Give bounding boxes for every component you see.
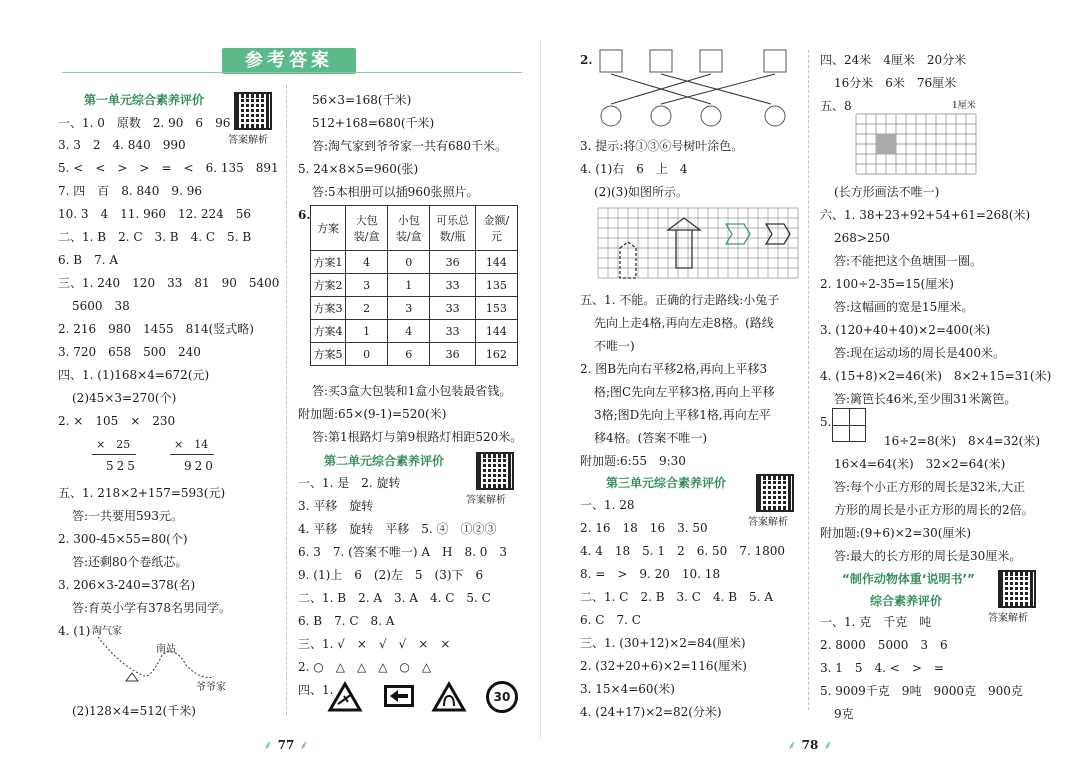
answer-line: 4. (1): [58, 624, 91, 638]
table-cell: 6: [388, 343, 430, 366]
table-cell: 3: [346, 274, 388, 297]
table-cell: 33: [430, 297, 475, 320]
leaf-icon: ⸙: [299, 738, 309, 752]
answer-line: 答:一共要用593元。: [72, 509, 183, 523]
answer-line: 3. 平移 旋转: [298, 499, 374, 513]
answer-line: 附加题:65×(9-1)=520(米): [298, 407, 447, 421]
table-cell: 方案3: [311, 297, 346, 320]
table-cell: 144: [475, 251, 517, 274]
table-cell: 方案1: [311, 251, 346, 274]
table-cell: 144: [475, 320, 517, 343]
shape-outline: [668, 218, 700, 268]
direction-sign-arrow-icon: [383, 684, 415, 708]
table-header: 大包装/盒: [346, 206, 388, 251]
answer-line: 5. < < > > = < 6. 135 891: [58, 161, 279, 175]
answer-line: 4. 4 18 5. 1 2 6. 50 7. 1800: [580, 544, 786, 558]
answer-line: 8. = > 9. 20 10. 18: [580, 567, 721, 581]
answer-line: (长方形画法不唯一): [834, 185, 940, 199]
qr-code-icon[interactable]: [1000, 572, 1034, 606]
page-number: 78: [801, 738, 819, 752]
answer-line: 2. 300-45×55=80(个): [58, 532, 188, 546]
answer-line: 一、1. 是 2. 旋转: [298, 476, 401, 490]
leaf-icon: ⸙: [787, 738, 797, 752]
vertical-calc-b-result: 920: [184, 459, 216, 473]
answer-line: (2)128×4=512(千米): [72, 704, 196, 718]
table-row: [311, 251, 518, 274]
table-row: [311, 343, 518, 366]
answer-line: 3. 提示:将①③⑥号树叶涂色。: [580, 139, 744, 153]
right-page: [540, 0, 1080, 766]
table-cell: 0: [388, 251, 430, 274]
answer-line: 3. 1 5 4. < > =: [820, 661, 944, 675]
section-title-unit2: 第二单元综合素养评价: [324, 454, 445, 468]
answer-line: 四、1.: [298, 683, 334, 697]
qr-code-icon[interactable]: [478, 454, 512, 488]
page-number: 77: [277, 738, 295, 752]
table-row: [311, 274, 518, 297]
answer-line: 4. (24+17)×2=82(分米): [580, 705, 722, 719]
answer-line: 5. 24×8×5=960(张): [298, 162, 419, 176]
answer-banner: 参考答案: [222, 48, 356, 74]
answer-line: 512+168=680(千米): [312, 116, 435, 130]
table-row: [311, 320, 518, 343]
answer-line: 答:这幅画的宽是15厘米。: [834, 300, 974, 314]
answer-line: 附加题:6:55 9:30: [580, 454, 686, 468]
section-title-assessment: 综合素养评价: [870, 594, 943, 608]
answer-line: 2. 8000 5000 3 6: [820, 638, 948, 652]
answer-line: 2. 图B先向右平移2格,再向上平移3: [580, 362, 768, 376]
answer-line: 4. 平移 旋转 平移 5. ④ ①②③: [298, 522, 497, 536]
answer-line: 2. 216 980 1455 814(竖式略): [58, 322, 254, 336]
answer-line: 不唯一): [594, 339, 635, 353]
vertical-calc-a-multiplier: × 25: [96, 438, 131, 451]
answer-line: 3. 15×4=60(米): [580, 682, 675, 696]
column-divider: [286, 85, 287, 715]
plan-table: [310, 205, 518, 366]
table-cell: 2: [346, 297, 388, 320]
table-cell: 4: [346, 251, 388, 274]
answer-line: 四、24米 4厘米 20分米: [820, 53, 967, 67]
answer-line: 6. C 7. C: [580, 613, 641, 627]
table-cell: 36: [430, 343, 475, 366]
table-cell: 3: [388, 297, 430, 320]
answer-line: 4. (1)右 6 上 4: [580, 162, 688, 176]
answer-line: 4. (15+8)×2=46(米) 8×2+15=31(米): [820, 369, 1052, 383]
table-cell: 1: [346, 320, 388, 343]
column-divider: [808, 50, 809, 710]
answer-line: 2. ○ △ △ △ ○ △: [298, 660, 432, 674]
qr-label: 答案解析: [988, 613, 1028, 624]
qr-code-icon[interactable]: [236, 94, 270, 128]
answer-line: 10. 3 4 11. 960 12. 224 56: [58, 207, 252, 221]
vertical-calc-b-multiplier: × 14: [174, 438, 209, 451]
answer-line: 3. 3 2 4. 840 990: [58, 138, 186, 152]
answer-line: 二、1. B 2. A 3. A 4. C 5. C: [298, 591, 491, 605]
leaf-icon: ⸙: [823, 738, 833, 752]
answer-line: 16×4=64(米) 32×2=64(米): [834, 457, 1006, 471]
answer-line: 3. (120+40+40)×2=400(米): [820, 323, 991, 337]
table-cell: 36: [430, 251, 475, 274]
table-header: 小包装/盒: [388, 206, 430, 251]
page-number-right: [780, 734, 840, 753]
rectangle-grid-figure: [856, 114, 986, 178]
answer-line: 2. × 105 × 230: [58, 414, 176, 428]
answer-line: 2. 16 18 16 3. 50: [580, 521, 708, 535]
answer-line: 二、1. C 2. B 3. C 4. B 5. A: [580, 590, 773, 604]
answer-line: 5.: [820, 415, 832, 429]
table-header: 金额/元: [475, 206, 517, 251]
answer-line: 先向上走4格,再向左走8格。(路线: [594, 316, 774, 330]
scale-label: 1厘米: [952, 101, 976, 111]
answer-line: 16分米 6米 76厘米: [834, 76, 957, 90]
answer-line: 2.: [580, 53, 593, 67]
answer-line: 2. 100÷2-35=15(厘米): [820, 277, 954, 291]
table-cell: 方案5: [311, 343, 346, 366]
map-label-end: 爷爷家: [196, 682, 226, 693]
table-cell: 方案4: [311, 320, 346, 343]
table-cell: 33: [430, 320, 475, 343]
answer-line: 六、1. 38+23+92+54+61=268(米): [820, 208, 1031, 222]
answer-line: 二、1. B 2. C 3. B 4. C 5. B: [58, 230, 252, 244]
answer-line: 方形的周长是小正方形的周长的2倍。: [834, 503, 1034, 517]
answer-line: 答:育英小学有378名男同学。: [72, 601, 231, 615]
answer-line: 答:还剩80个卷纸芯。: [72, 555, 188, 569]
warning-sign-curve-icon: [432, 682, 466, 712]
answer-line: 答:最大的长方形的周长是30厘米。: [834, 549, 1022, 563]
answer-line: 五、8: [820, 99, 852, 113]
answer-line: 2. (32+20+6)×2=116(厘米): [580, 659, 747, 673]
answer-line: 五、1. 不能。正确的行走路线:小兔子: [580, 293, 780, 307]
section-title-unit3: 第三单元综合素养评价: [606, 476, 727, 490]
answer-line: 答:每个小正方形的周长是32米,大正: [834, 480, 1026, 494]
answer-line: 答:淘气家到爷爷家一共有680千米。: [312, 139, 507, 153]
answer-line: 9. (1)上 6 (2)左 5 (3)下 6: [298, 568, 484, 582]
table-label: 6.: [298, 208, 311, 222]
vertical-calc-a-result: 525: [106, 459, 138, 473]
answer-line: 6. B 7. A: [58, 253, 119, 267]
answer-line: 答:买3盒大包装和1盒小包装最省钱。: [312, 384, 512, 398]
answer-line: 5600 38: [72, 299, 130, 313]
table-cell: 4: [388, 320, 430, 343]
section-title-animal-weight: “制作动物体重‘说明书’”: [842, 572, 975, 586]
answer-line: 16÷2=8(米) 8×4=32(米): [884, 434, 1041, 448]
answer-line: 三、1. (30+12)×2=84(厘米): [580, 636, 746, 650]
shaded-square: [876, 134, 896, 154]
answer-line: (2)45×3=270(个): [72, 391, 177, 405]
answer-line: 56×3=168(千米): [312, 93, 412, 107]
warning-sign-airplane-icon: [328, 682, 362, 712]
qr-label: 答案解析: [748, 517, 788, 528]
leaf-icon: ⸙: [263, 738, 273, 752]
square-figure: [832, 408, 866, 442]
answer-line: 3. 206×3-240=378(名): [58, 578, 196, 592]
answer-line: 答:不能把这个鱼塘围一圈。: [834, 254, 983, 268]
answer-line: 三、1. 240 120 33 81 90 5400: [58, 276, 280, 290]
answer-line: 6. B 7. C 8. A: [298, 614, 395, 628]
answer-line: 6. 3 7. (答案不唯一) A H 8. 0 3: [298, 545, 508, 559]
answer-line: 五、1. 218×2+157=593(元): [58, 486, 226, 500]
answer-line: (2)(3)如图所示。: [594, 185, 688, 199]
speed-limit-sign-icon: [486, 681, 518, 713]
banner-rule: [62, 72, 522, 73]
table-cell: 方案2: [311, 274, 346, 297]
table-header: 可乐总数/瓶: [430, 206, 475, 251]
table-cell: 135: [475, 274, 517, 297]
answer-line: 3. 720 658 500 240: [58, 345, 201, 359]
table-cell: 153: [475, 297, 517, 320]
answer-line: 7. 四 百 8. 840 9. 96: [58, 184, 202, 198]
table-cell: 1: [388, 274, 430, 297]
qr-label: 答案解析: [228, 135, 268, 146]
page-number-left: [256, 734, 316, 753]
speed-limit-value: 30: [493, 690, 511, 704]
table-row: [311, 297, 518, 320]
map-label-mid: 南站: [156, 644, 176, 655]
calc-rule: [170, 454, 214, 455]
answer-line: 一、1. 28: [580, 498, 635, 512]
table-cell: 33: [430, 274, 475, 297]
answer-line: 答:5本相册可以插960张照片。: [312, 185, 479, 199]
answer-line: 四、1. (1)168×4=672(元): [58, 368, 210, 382]
answer-line: 一、1. 0 原数 2. 90 6 96: [58, 116, 231, 130]
map-label-start: 淘气家: [92, 626, 122, 637]
leaf-matching-figure: [596, 46, 796, 132]
table-header-row: [311, 206, 518, 251]
answer-line: 3格;图D先向上平移1格,再向左平: [594, 408, 771, 422]
section-title-unit1: 第一单元综合素养评价: [84, 93, 205, 107]
answer-line: 答:现在运动场的周长是400米。: [834, 346, 1005, 360]
answer-line: 一、1. 克 千克 吨: [820, 615, 932, 629]
answer-line: 5. 9009千克 9吨 9000克 900克: [820, 684, 1023, 698]
answer-line: 9克: [834, 707, 854, 721]
answer-line: 268>250: [834, 231, 890, 245]
answer-line: 答:篱笆长46米,至少围31米篱笆。: [834, 392, 1017, 406]
qr-code-icon[interactable]: [758, 476, 792, 510]
calc-rule: [92, 454, 136, 455]
answer-line: 附加题:(9+6)×2=30(厘米): [820, 526, 972, 540]
answer-line: 格;图C先向左平移3格,再向上平移: [594, 385, 775, 399]
answer-line: 答:第1根路灯与第9根路灯相距520米。: [312, 430, 523, 444]
answer-line: 移4格。(答案不唯一): [594, 431, 707, 445]
qr-label: 答案解析: [466, 495, 506, 506]
answer-line: 三、1. √ × √ √ × ×: [298, 637, 451, 651]
table-header: 方案: [311, 206, 346, 251]
table-cell: 162: [475, 343, 517, 366]
grid-translation-figure: [598, 208, 798, 280]
table-cell: 0: [346, 343, 388, 366]
